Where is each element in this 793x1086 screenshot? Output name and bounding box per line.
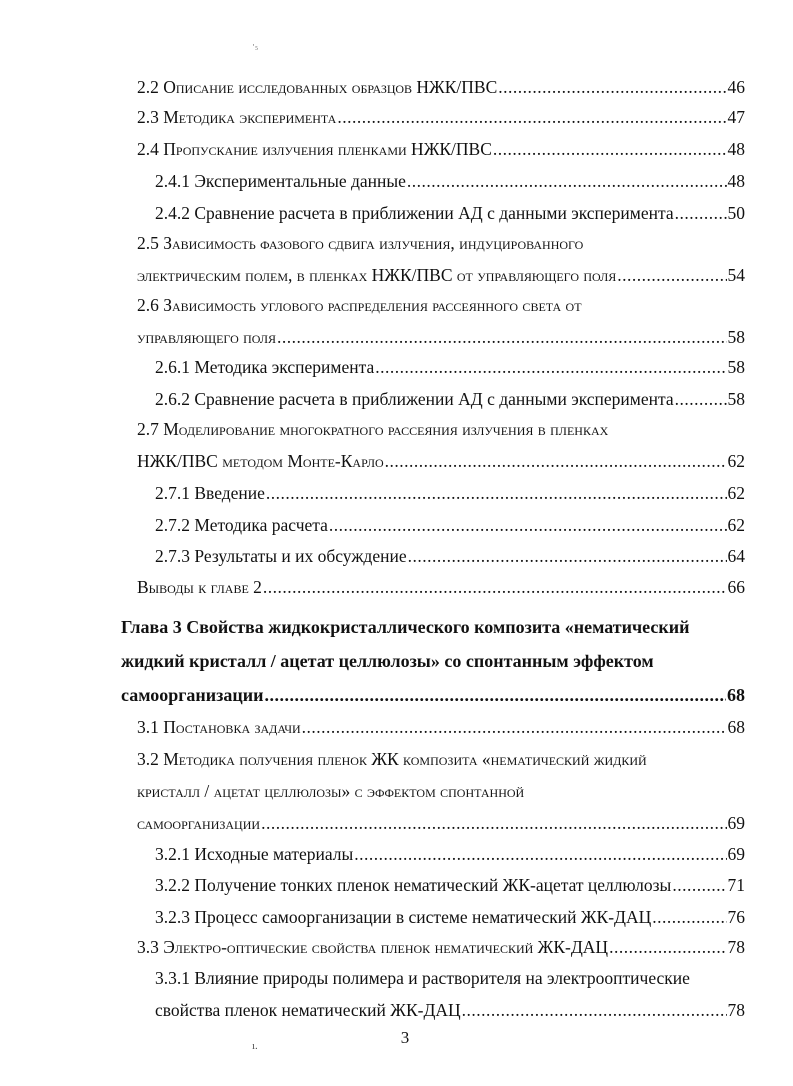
toc-leader bbox=[675, 388, 727, 410]
toc-page: 78 bbox=[727, 937, 745, 957]
toc-page: 76 bbox=[727, 907, 745, 927]
toc-entry-3-3-1[interactable] bbox=[155, 967, 745, 1021]
toc-page: 48 bbox=[727, 171, 745, 191]
toc-entry-2-7[interactable] bbox=[137, 418, 745, 472]
toc-page: 62 bbox=[727, 515, 745, 535]
toc-title-line: управляющего поля bbox=[137, 327, 276, 347]
toc-entry-2-4-1[interactable] bbox=[155, 170, 745, 192]
toc-title: 3.2.3 Процесс самоорганизации в системе нематический ЖК-ДАЦ bbox=[155, 907, 652, 927]
toc-title-line: 2.7 Моделирование многократного рассеяния излучения в пленках bbox=[137, 419, 609, 439]
toc-leader bbox=[385, 450, 727, 472]
toc-title: 2.4.1 Экспериментальные данные bbox=[155, 171, 406, 191]
toc-title: 2.7.1 Введение bbox=[155, 483, 265, 503]
toc-leader bbox=[407, 170, 727, 192]
toc-leader bbox=[266, 482, 727, 504]
toc-title: 2.4 Пропускание излучения пленками НЖК/ПВС bbox=[137, 139, 492, 159]
toc-page: 69 bbox=[727, 844, 745, 864]
toc-title-line: НЖК/ПВС методом Монте-Карло bbox=[137, 451, 384, 471]
toc-title: 3.2.2 Получение тонких пленок нематический ЖК-ацетат целлюлозы bbox=[155, 875, 672, 895]
toc-title: Выводы к главе 2 bbox=[137, 577, 262, 597]
toc-title-line: Глава 3 Свойства жидкокристаллического композита «нематический bbox=[121, 617, 690, 637]
toc-page: 58 bbox=[727, 357, 745, 377]
toc-entry-2-4-2[interactable] bbox=[155, 202, 745, 224]
toc-leader bbox=[375, 356, 726, 378]
toc-entry-conclusions-ch2[interactable] bbox=[137, 576, 745, 598]
toc-title: 2.3 Методика эксперимента bbox=[137, 107, 337, 127]
toc-entry-3-2-2[interactable] bbox=[155, 874, 745, 896]
toc-title-line: 3.2 Методика получения пленок ЖК композита «нематический жидкий bbox=[137, 749, 647, 769]
toc-page: 64 bbox=[727, 546, 745, 566]
toc-page: 68 bbox=[727, 685, 745, 705]
toc-leader bbox=[675, 202, 727, 224]
toc-leader bbox=[493, 138, 727, 160]
toc-page: 54 bbox=[727, 265, 745, 285]
toc-title-line: самоорганизации bbox=[121, 685, 264, 705]
toc-leader bbox=[261, 812, 726, 834]
toc-title: 2.7.2 Методика расчета bbox=[155, 515, 328, 535]
toc-entry-2-4[interactable] bbox=[137, 138, 745, 160]
toc-leader bbox=[277, 326, 727, 348]
toc-leader bbox=[337, 106, 726, 128]
toc-entry-3-2-3[interactable] bbox=[155, 906, 745, 928]
toc-title-line: 2.6 Зависимость углового распределения рассеянного света от bbox=[137, 295, 582, 315]
toc-title-line: 2.5 Зависимость фазового сдвига излучения, индуцированного bbox=[137, 233, 584, 253]
toc-leader bbox=[265, 684, 726, 706]
toc-page: 62 bbox=[727, 483, 745, 503]
toc-title: 3.3 Электро-оптические свойства пленок нематический ЖК-ДАЦ bbox=[137, 937, 609, 957]
toc-entry-2-3[interactable] bbox=[137, 106, 745, 128]
toc-page: 58 bbox=[727, 389, 745, 409]
toc-leader bbox=[609, 936, 726, 958]
toc-title-line: кристалл / ацетат целлюлозы» с эффектом спонтанной bbox=[137, 781, 525, 801]
toc-entry-3-2-1[interactable] bbox=[155, 843, 745, 865]
toc-entry-2-6[interactable] bbox=[137, 294, 745, 348]
toc-page: 68 bbox=[727, 717, 745, 737]
scan-speck: ·₅ bbox=[252, 40, 259, 50]
toc-page: 48 bbox=[727, 139, 745, 159]
toc-leader bbox=[302, 716, 727, 738]
toc-entry-2-6-1[interactable] bbox=[155, 356, 745, 378]
toc-leader bbox=[462, 999, 727, 1021]
toc-page: 47 bbox=[727, 107, 745, 127]
toc-entry-chapter-3[interactable] bbox=[121, 616, 745, 706]
toc-entry-3-2[interactable] bbox=[137, 748, 745, 834]
toc-entry-2-7-2[interactable] bbox=[155, 514, 745, 536]
toc-leader bbox=[652, 906, 726, 928]
toc-page: 46 bbox=[727, 77, 745, 97]
toc-page: 66 bbox=[727, 577, 745, 597]
toc-entry-3-3[interactable] bbox=[137, 936, 745, 958]
toc-leader bbox=[329, 514, 727, 536]
toc-title-line: 3.3.1 Влияние природы полимера и растворителя на электрооптические bbox=[155, 968, 690, 988]
page-number: 3 bbox=[400, 1028, 410, 1047]
toc-leader bbox=[354, 843, 726, 865]
toc-title: 2.6.1 Методика эксперимента bbox=[155, 357, 375, 377]
toc-title: 2.7.3 Результаты и их обсуждение bbox=[155, 546, 407, 566]
toc-entry-2-2[interactable] bbox=[137, 76, 745, 98]
toc-title-line: самоорганизации bbox=[137, 813, 261, 833]
toc-leader bbox=[672, 874, 726, 896]
toc-title-line: свойства пленок нематический ЖК-ДАЦ bbox=[155, 1000, 461, 1020]
toc-page: 58 bbox=[727, 327, 745, 347]
toc-title: 2.2 Описание исследованных образцов НЖК/ПВС bbox=[137, 77, 498, 97]
toc-entry-3-1[interactable] bbox=[137, 716, 745, 738]
toc-title: 3.1 Постановка задачи bbox=[137, 717, 301, 737]
toc-title-line: электрическим полем, в пленках НЖК/ПВС от управляющего поля bbox=[137, 265, 617, 285]
toc-entry-2-5[interactable] bbox=[137, 232, 745, 286]
toc-page: 69 bbox=[727, 813, 745, 833]
toc-entry-2-6-2[interactable] bbox=[155, 388, 745, 410]
toc-leader bbox=[408, 545, 727, 567]
toc-title-line: жидкий кристалл / ацетат целлюлозы» со спонтанным эффектом bbox=[121, 651, 654, 671]
toc-title: 2.6.2 Сравнение расчета в приближении АД с данными эксперимента bbox=[155, 389, 674, 409]
toc-title: 3.2.1 Исходные материалы bbox=[155, 844, 354, 864]
toc-page: 62 bbox=[727, 451, 745, 471]
toc-page: 78 bbox=[727, 1000, 745, 1020]
toc-entry-2-7-3[interactable] bbox=[155, 545, 745, 567]
toc-page: 71 bbox=[727, 875, 745, 895]
toc-entry-2-7-1[interactable] bbox=[155, 482, 745, 504]
scan-speck: ı. bbox=[252, 1040, 258, 1052]
toc-leader bbox=[263, 576, 727, 598]
toc-leader bbox=[498, 76, 726, 98]
toc-title: 2.4.2 Сравнение расчета в приближении АД с данными эксперимента bbox=[155, 203, 674, 223]
toc-leader bbox=[617, 264, 726, 286]
toc-page: 50 bbox=[727, 203, 745, 223]
